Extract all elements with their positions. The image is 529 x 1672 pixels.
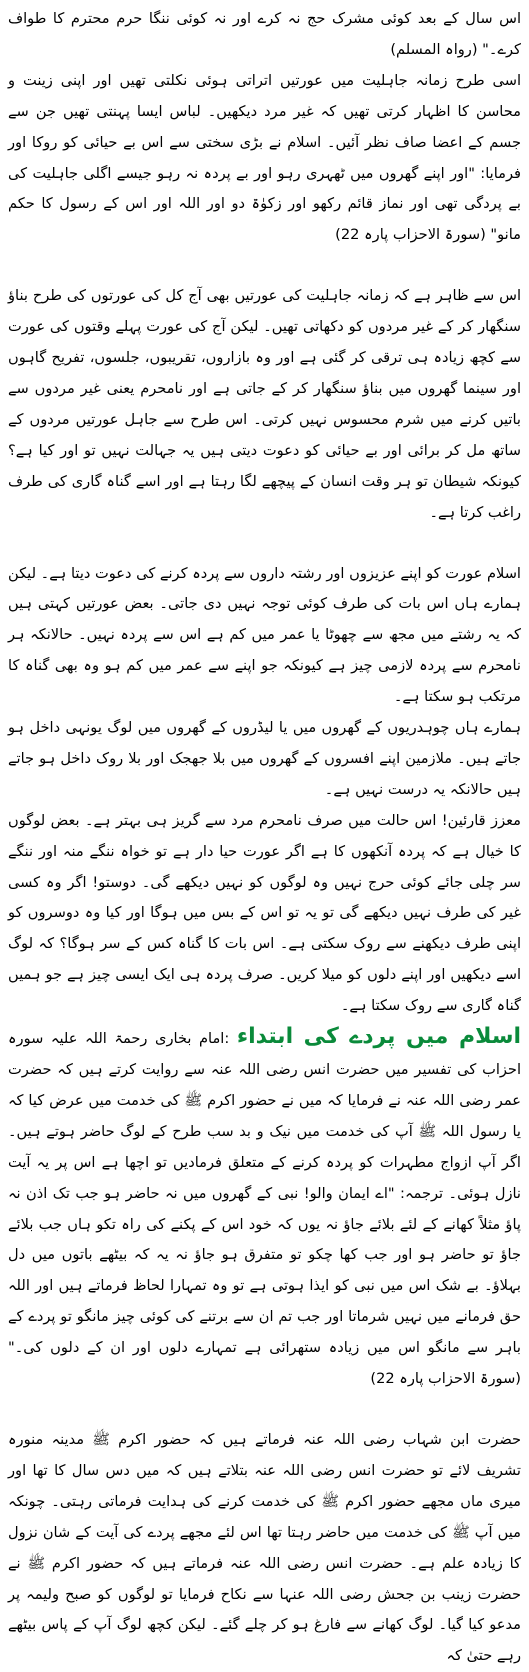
paragraph-modern-women: اس سے ظاہر ہے کہ زمانہ جاہلیت کی عورتیں بھی آج کل کی عورتوں کی طرح بناؤ سنگھار کر کے غیر مردوں کو دکھاتی تھیں۔ لیکن آج کی عورت پہلے وقتوں کی عورت سے کچھ زیادہ ہی ترقی کر گئی ہے اور وہ بازاروں، تقریبوں، جلسوں، تفریح گاہوں اور سینما گھروں میں بناؤ سنگھار کر کے جاتی ہے اور نامحرم یعنی غیر مردوں سے باتیں کرنے میں شرم محسوس نہیں کرتی۔ اس طرح سے جاہل عورتیں مردوں کے ساتھ مل کر برائی اور بے حیائی کو دعوت دیتی ہیں یہ جہالت نہیں تو اور کیا ہے؟ کیونکہ شیطان تو ہر وقت انسان کے پیچھے لگا رہتا ہے اور اسے گناہ گاری کی طرف راغب کرتا ہے۔ bbox=[8, 287, 521, 521]
paragraph-ibn-shihab: حضرت ابن شہاب رضی اللہ عنہ فرماتے ہیں کہ حضور اکرم ﷺ مدینہ منورہ تشریف لائے تو حضرت انس رضی اللہ عنہ بتلاتے ہیں کہ میں دس سال کا تھا اور میری ماں مجھے حضور اکرم ﷺ کی خدمت کرنے کی ہدایت فرماتی رہتی۔ چونکہ میں آپ ﷺ کی خدمت میں حاضر رہتا تھا اس لئے مجھے پردے کی آیت کے شان نزول کا زیادہ علم ہے۔ حضرت انس رضی اللہ عنہ فرماتے ہیں کہ حضور اکرم ﷺ نے حضرت زینب بن جحش رضی اللہ عنہا سے نکاح فرمایا تو لوگوں کو صبح ولیمہ پر مدعو کیا گیا۔ لوگ کھانے سے فارغ ہو کر چلے گئے۔ لیکن کچھ لوگ آپ کے پاس بیٹھے رہے حتیٰ کہ bbox=[8, 1430, 521, 1665]
surah-reference: (سورۃ الاحزاب پارہ 22) bbox=[370, 1370, 521, 1388]
section-body: :امام بخاری رحمۃ اللہ علیہ سورہ احزاب کی تفسیر میں حضرت انس رضی اللہ عنہ سے روایت کرتے ہیں کہ حضرت عمر رضی اللہ عنہ نے فرمایا کہ میں نے حضور اکرم ﷺ کی خدمت میں عرض کیا کہ یا رسول اللہ ﷺ آپ کی خدمت میں نیک و بد سب طرح کے لوگ حاضر ہوتے ہیں۔ اگر آپ ازواج مطہرات کو پردہ کرنے کے متعلق فرمادیں تو اچھا ہے اس پر یہ آیت نازل ہوئی۔ ترجمہ: "اے ایمان والو! نبی کے گھروں میں نہ حاضر ہو جب تک اذن نہ پاؤ مثلاً کھانے کے لئے بلائے جاؤ نہ یوں کہ خود اس کے پکنے کی راہ تکو ہاں جب بلائے جاؤ تو حاضر ہو اور جب کھا چکو تو متفرق ہو جاؤ نہ یہ کہ بیٹھے باتوں میں دل بہلاؤ۔ بے شک اس میں نبی کو ایذا ہوتی ہے تو وہ تمہارا لحاظ فرماتے ہیں اور اللہ حق فرمانے میں نہیں شرماتا اور جب تم ان سے برتنے کی کوئی چیز مانگو تو پردے کے باہر سے مانگو اس میں زیادہ ستھرائی ہے تمہارے دلوں اور ان کے دلوں کی۔" bbox=[8, 1030, 521, 1357]
paragraph-gap bbox=[8, 529, 521, 559]
paragraph-gap bbox=[8, 1395, 521, 1425]
paragraph-hajj-hadith: اس سال کے بعد کوئی مشرک حج نہ کرے اور نہ کوئی ننگا حرم محترم کا طواف کرے۔" (رواہ المسلم) bbox=[8, 10, 521, 58]
section-heading: اسلام میں پردے کی ابتداء bbox=[236, 1024, 522, 1050]
paragraph-chaudhry-houses: ہمارے ہاں چوہدریوں کے گھروں میں یا لیڈروں کے گھروں میں لوگ یونہی داخل ہو جاتے ہیں۔ ملازمین اپنے افسروں کے گھروں میں بلا جھجک اور بلا روک داخل ہو جاتے ہیں حالانکہ یہ درست نہیں ہے۔ bbox=[8, 719, 521, 798]
paragraph-jahiliyyah-display: اسی طرح زمانہ جاہلیت میں عورتیں اتراتی ہوئی نکلتی تھیں اور اپنی زینت و محاسن کا اظہار کرتی تھیں کہ غیر مرد دیکھیں۔ لباس ایسا پہنتی تھیں جن سے جسم کے اعضا صاف نظر آئیں۔ اسلام نے بڑی سختی سے اس بے حیائی کو روکا اور فرمایا: "اور اپنے گھروں میں ٹھہری رہو اور بے پردہ نہ رہو جیسے اگلی جاہلیت کی بے پردگی تھی اور نماز قائم رکھو اور زکوٰۃ دو اور اللہ اور اس کے رسول کا حکم مانو" (سورۃ الاحزاب پارہ 22) bbox=[8, 71, 521, 244]
paragraph-relatives-purdah: اسلام عورت کو اپنے عزیزوں اور رشتہ داروں سے پردہ کرنے کی دعوت دیتا ہے۔ لیکن ہمارے ہاں اس بات کی طرف کوئی توجہ نہیں دی جاتی۔ بعض عورتیں کہتی ہیں کہ یہ رشتے میں مجھ سے چھوٹا یا عمر میں کم ہے اس سے پردہ نہیں۔ حالانکہ ہر نامحرم سے پردہ لازمی چیز ہے کیونکہ جو اپنے سے عمر میں کم ہو وہ بھی گناہ کا مرتکب ہو سکتا ہے۔ bbox=[8, 564, 521, 706]
paragraph-beginning-of-purdah bbox=[8, 1022, 521, 1395]
paragraph-gap bbox=[8, 251, 521, 281]
paragraph-respected-readers: معزز قارئین! اس حالت میں صرف نامحرم مرد سے گریز ہی بہتر ہے۔ بعض لوگوں کا خیال ہے کہ پردہ آنکھوں کا ہے اگر عورت حیا دار ہے تو خواہ ننگے منہ اور ننگے سر چلی جائے کوئی حرج نہیں وہ لوگوں کو نہیں دیکھے گی۔ دوستو! اگر وہ کسی غیر کی طرف نہیں دیکھے گی تو یہ تو اس کے بس میں ہوگا اور کیا وہ دوسروں کو اپنی طرف دیکھنے سے روک سکتی ہے۔ اس بات کا گناہ کس کے سر ہوگا؟ کہ لوگ اسے دیکھیں اور اپنے دلوں کو میلا کریں۔ صرف پردہ ہی ایک ایسی چیز ہے جو ہمیں گناہ گاری سے روک سکتا ہے۔ bbox=[8, 811, 521, 1015]
